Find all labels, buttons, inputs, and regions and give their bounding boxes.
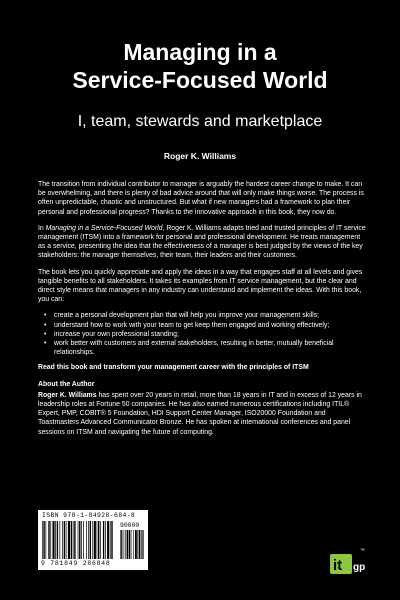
barcode-bar <box>50 521 51 559</box>
barcode-bar <box>66 521 67 559</box>
barcode-bar <box>94 521 96 559</box>
list-item: • increase your own professional standing; <box>48 330 366 339</box>
book-subtitle: I, team, stewards and marketplace <box>77 113 323 130</box>
author-name: Roger K. Williams <box>163 151 237 161</box>
barcode-block <box>38 510 148 570</box>
barcode-bar <box>62 521 63 559</box>
barcode-bar <box>48 521 49 559</box>
price-code-text: 90000 <box>120 522 140 529</box>
barcode-bar <box>110 521 111 559</box>
barcode-bar <box>43 521 44 559</box>
barcode-bar <box>68 521 70 559</box>
about-author-heading: About the Author <box>38 380 95 388</box>
logo-it-text: it <box>333 557 343 574</box>
barcode-bar <box>79 521 80 559</box>
barcode-bar <box>142 530 143 559</box>
title-line-1: Managing in a <box>123 39 277 65</box>
blurb-p2-rest: , Roger K. Williams adapts tried and trusted principles of IT service management (ITSM) into a framework for personal and professional development. He treats management as a service, presenting the idea that the effectiveness of a manager is best judged by the views of the key stakeholders: the manager themselves, their team, their leaders and their customers. <box>38 224 366 260</box>
author-bio-name: Roger K. Williams <box>38 391 97 399</box>
barcode-bar <box>100 521 101 559</box>
list-item: • understand how to work with your team to get keep them engaged and working effectively; <box>48 321 366 330</box>
isbn-text <box>42 512 146 519</box>
blurb-paragraph-3: The book lets you quickly appreciate and apply the ideas in a way that engages staff at all levels and gives tangible benefits to all stakeholders. It takes its examples from IT service management, but the clear and direct style means that managers in any industry can understand and implement the ideas. With this book, you can: <box>38 268 363 304</box>
barcode-bar <box>74 521 75 559</box>
barcode-bar <box>107 521 109 559</box>
barcode-bar <box>111 521 112 559</box>
itgp-logo <box>326 542 368 576</box>
barcode-bar <box>125 530 126 559</box>
barcode-bar <box>55 521 56 559</box>
barcode-bar <box>98 521 99 559</box>
trademark-icon: ™ <box>360 548 365 554</box>
barcode-bar <box>46 521 47 559</box>
benefit-list <box>38 311 366 357</box>
barcode-bar <box>42 521 43 559</box>
barcode-bar <box>103 521 104 559</box>
barcode-bar <box>73 521 74 559</box>
barcode-bar <box>90 521 91 559</box>
barcode-bar <box>131 530 132 559</box>
author-bio-text: has spent over 20 years in retail, more than 18 years in IT and in excess of 12 years in leadership roles at Fortune 50 companies. He has also earned numerous certifications including ITIL® Expert, PMP, COBIT® 5 Foundation, HDI Support Center Manager, ISO20000 Foundation and Toastmasters Advanced Communicator Bronze. He has spoken at international conferences and panel sessions on ITSM and navigating the future of computing. <box>38 391 362 436</box>
blurb-p2-prefix: In <box>38 224 46 232</box>
barcode-bar <box>92 521 93 559</box>
barcode-bar <box>88 521 89 559</box>
barcode-bar <box>133 530 134 559</box>
blurb-p2-book-title: Managing in a Service-Focused World <box>45 224 163 232</box>
list-item: • work better with customers and external stakeholders, resulting in better, mutually beneficial relationships. <box>48 339 366 357</box>
barcode-bar <box>137 530 138 559</box>
ean-text: 9 781849 286848 <box>41 560 111 567</box>
barcode-bar <box>86 521 87 559</box>
barcode-bar <box>71 521 72 559</box>
barcode-bar <box>141 530 142 559</box>
barcode-bar <box>64 521 65 559</box>
blurb-paragraph-2 <box>38 224 366 261</box>
barcode-bar <box>53 521 55 559</box>
call-to-action: Read this book and transform your management career with the principles of ITSM <box>38 364 309 372</box>
title-line-2: Service-Focused World <box>72 67 328 93</box>
barcode-bar <box>127 530 129 559</box>
author-bio <box>38 391 366 437</box>
barcode-bar <box>120 530 121 559</box>
blurb-paragraph-1: The transition from individual contributor to manager is arguably the hardest career change to make. It can be overwhelming, and there is plenty of bad advice around that will only make things worse. The process is often unpredictable, chaotic and unstructured. But what if new managers had a framework to plan their personal and professional progress? Thanks to the innovative approach in this book, they now do. <box>38 181 364 216</box>
barcode-bar <box>57 521 58 559</box>
barcode-bar <box>81 521 82 559</box>
list-item: • create a personal development plan that will help you improve your management skills; <box>48 311 366 320</box>
book-title <box>0 38 400 94</box>
barcode-bar <box>78 521 79 559</box>
barcode-bar <box>129 530 130 559</box>
back-cover-blurb <box>38 180 366 444</box>
barcode-bar <box>105 521 106 559</box>
barcode-bar <box>121 530 122 559</box>
logo-gp-text: gp <box>353 562 366 573</box>
barcode-bar <box>124 530 125 559</box>
barcode-bar <box>60 521 61 559</box>
barcode-bar <box>139 530 141 559</box>
isbn-number: ISBN 978-1-84928-684-8 <box>42 512 136 519</box>
barcode-bar <box>143 530 144 559</box>
barcode-image <box>42 521 146 561</box>
barcode-bar <box>97 521 98 559</box>
barcode-bar <box>135 530 137 559</box>
barcode-bar <box>83 521 84 559</box>
